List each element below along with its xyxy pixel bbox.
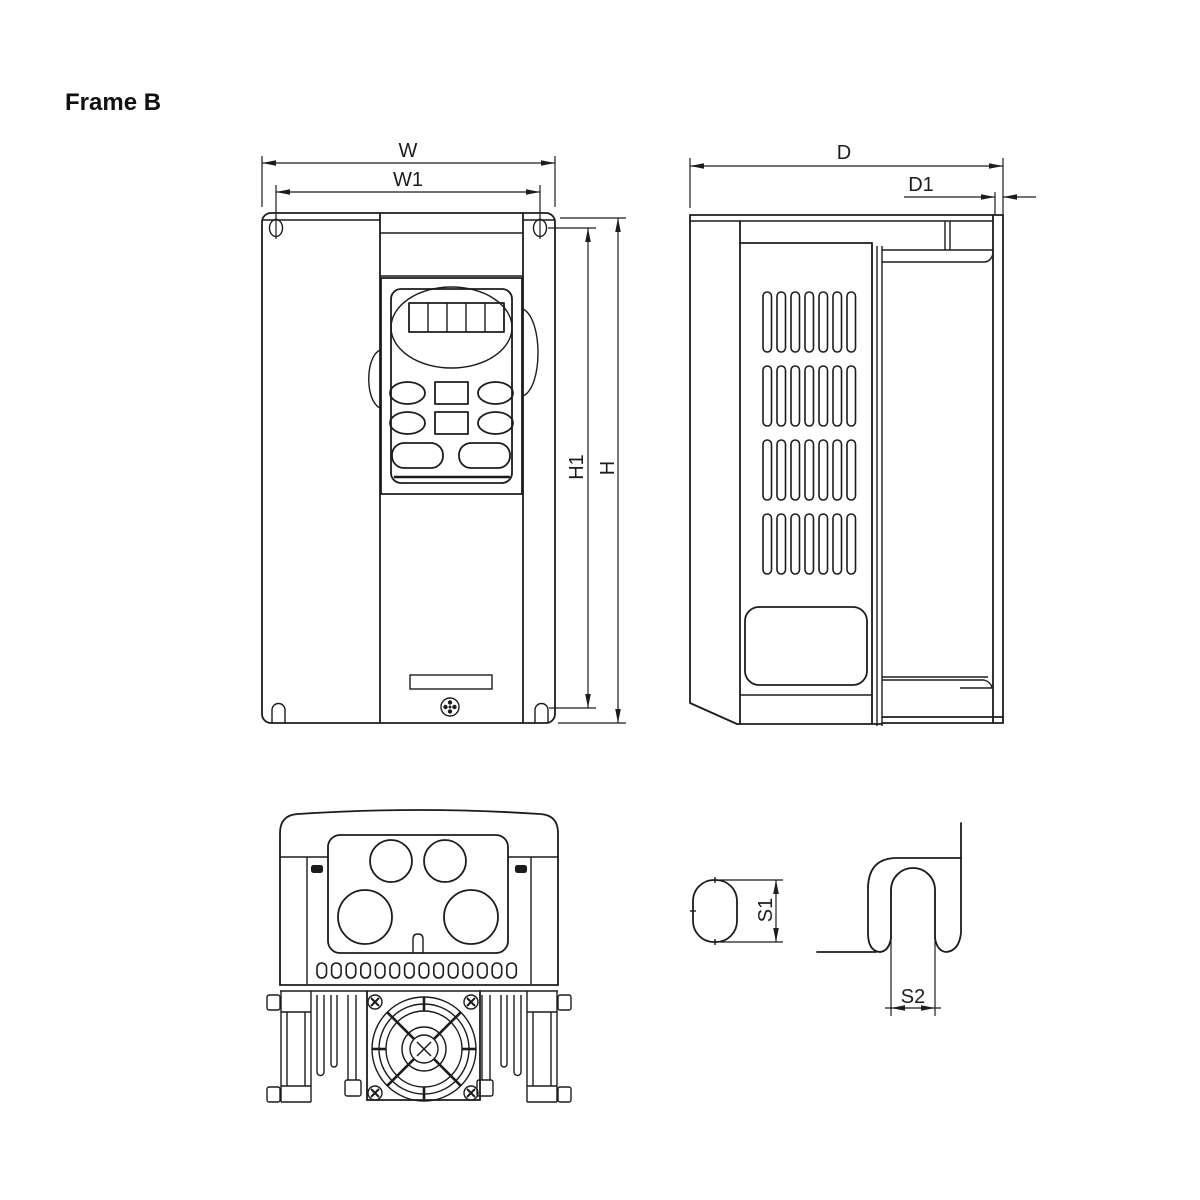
keypad-button-large bbox=[392, 443, 443, 468]
dim-label-s1: S1 bbox=[755, 897, 777, 923]
bottom-bracket-lower-line bbox=[882, 680, 992, 688]
front-dimensions bbox=[262, 140, 626, 723]
side-vent-slots bbox=[763, 292, 856, 574]
keypad-button bbox=[435, 412, 468, 434]
side-view bbox=[690, 215, 1003, 726]
keypad-button bbox=[478, 382, 513, 404]
bracket-right-profile bbox=[935, 823, 961, 952]
mount-slot-shape bbox=[693, 880, 737, 942]
side-left-edge bbox=[690, 215, 737, 724]
top-bracket-lower-line bbox=[882, 254, 993, 262]
keypad-button bbox=[390, 382, 425, 404]
mount-foot-left bbox=[267, 991, 311, 1102]
keyhole-slot-shape bbox=[891, 868, 935, 938]
ground-screw bbox=[441, 698, 459, 716]
front-view bbox=[262, 213, 555, 723]
keypad bbox=[369, 278, 538, 494]
dim-label-s2: S2 bbox=[900, 986, 926, 1008]
heatsink-fins-right bbox=[477, 995, 521, 1096]
front-bottom-vent-slot bbox=[410, 675, 492, 689]
dim-label-h: H bbox=[597, 460, 619, 476]
keypad-button bbox=[390, 412, 425, 434]
gland-plate bbox=[328, 835, 508, 953]
gland-hole bbox=[370, 840, 412, 882]
s1-slot-detail bbox=[690, 877, 783, 945]
gland-plate-notch bbox=[413, 934, 423, 953]
keypad-right-ear-arc bbox=[523, 309, 538, 396]
dim-label-d: D bbox=[836, 142, 852, 164]
gland-hole bbox=[424, 840, 466, 882]
keypad-button bbox=[435, 382, 468, 404]
gland-hole bbox=[338, 890, 392, 944]
bracket-left-profile bbox=[868, 858, 961, 952]
page-title: Frame B bbox=[65, 89, 162, 116]
mount-foot-right bbox=[527, 991, 571, 1102]
s2-keyhole-detail bbox=[817, 823, 961, 1016]
dim-label-h1: H1 bbox=[566, 454, 588, 480]
bottom-body-outline bbox=[280, 810, 558, 985]
keypad-left-ear-arc bbox=[369, 350, 380, 408]
side-dimensions bbox=[690, 142, 1036, 214]
cover-clip-left bbox=[311, 865, 323, 873]
dim-label-w1: W1 bbox=[393, 169, 423, 191]
dim-label-d1: D1 bbox=[908, 174, 934, 196]
gland-plate-outline bbox=[328, 835, 508, 953]
fan-hub-cross bbox=[417, 1042, 431, 1056]
bottom-view bbox=[267, 810, 571, 1102]
keypad-button bbox=[478, 412, 513, 434]
slot-left-fillet bbox=[880, 938, 891, 952]
mount-slot-bottom-right bbox=[535, 704, 548, 724]
cover-clip-right bbox=[515, 865, 527, 873]
bottom-vent-holes bbox=[317, 963, 516, 978]
dim-label-w: W bbox=[398, 140, 418, 162]
keypad-button-large bbox=[459, 443, 510, 468]
heatsink-fins-left bbox=[317, 995, 361, 1096]
keypad-display-window bbox=[409, 303, 504, 332]
side-nameplate bbox=[745, 607, 867, 685]
fan-assembly bbox=[367, 991, 480, 1101]
gland-hole bbox=[444, 890, 498, 944]
keypad-outer-panel bbox=[381, 278, 522, 494]
mount-slot-bottom-left bbox=[272, 704, 285, 724]
